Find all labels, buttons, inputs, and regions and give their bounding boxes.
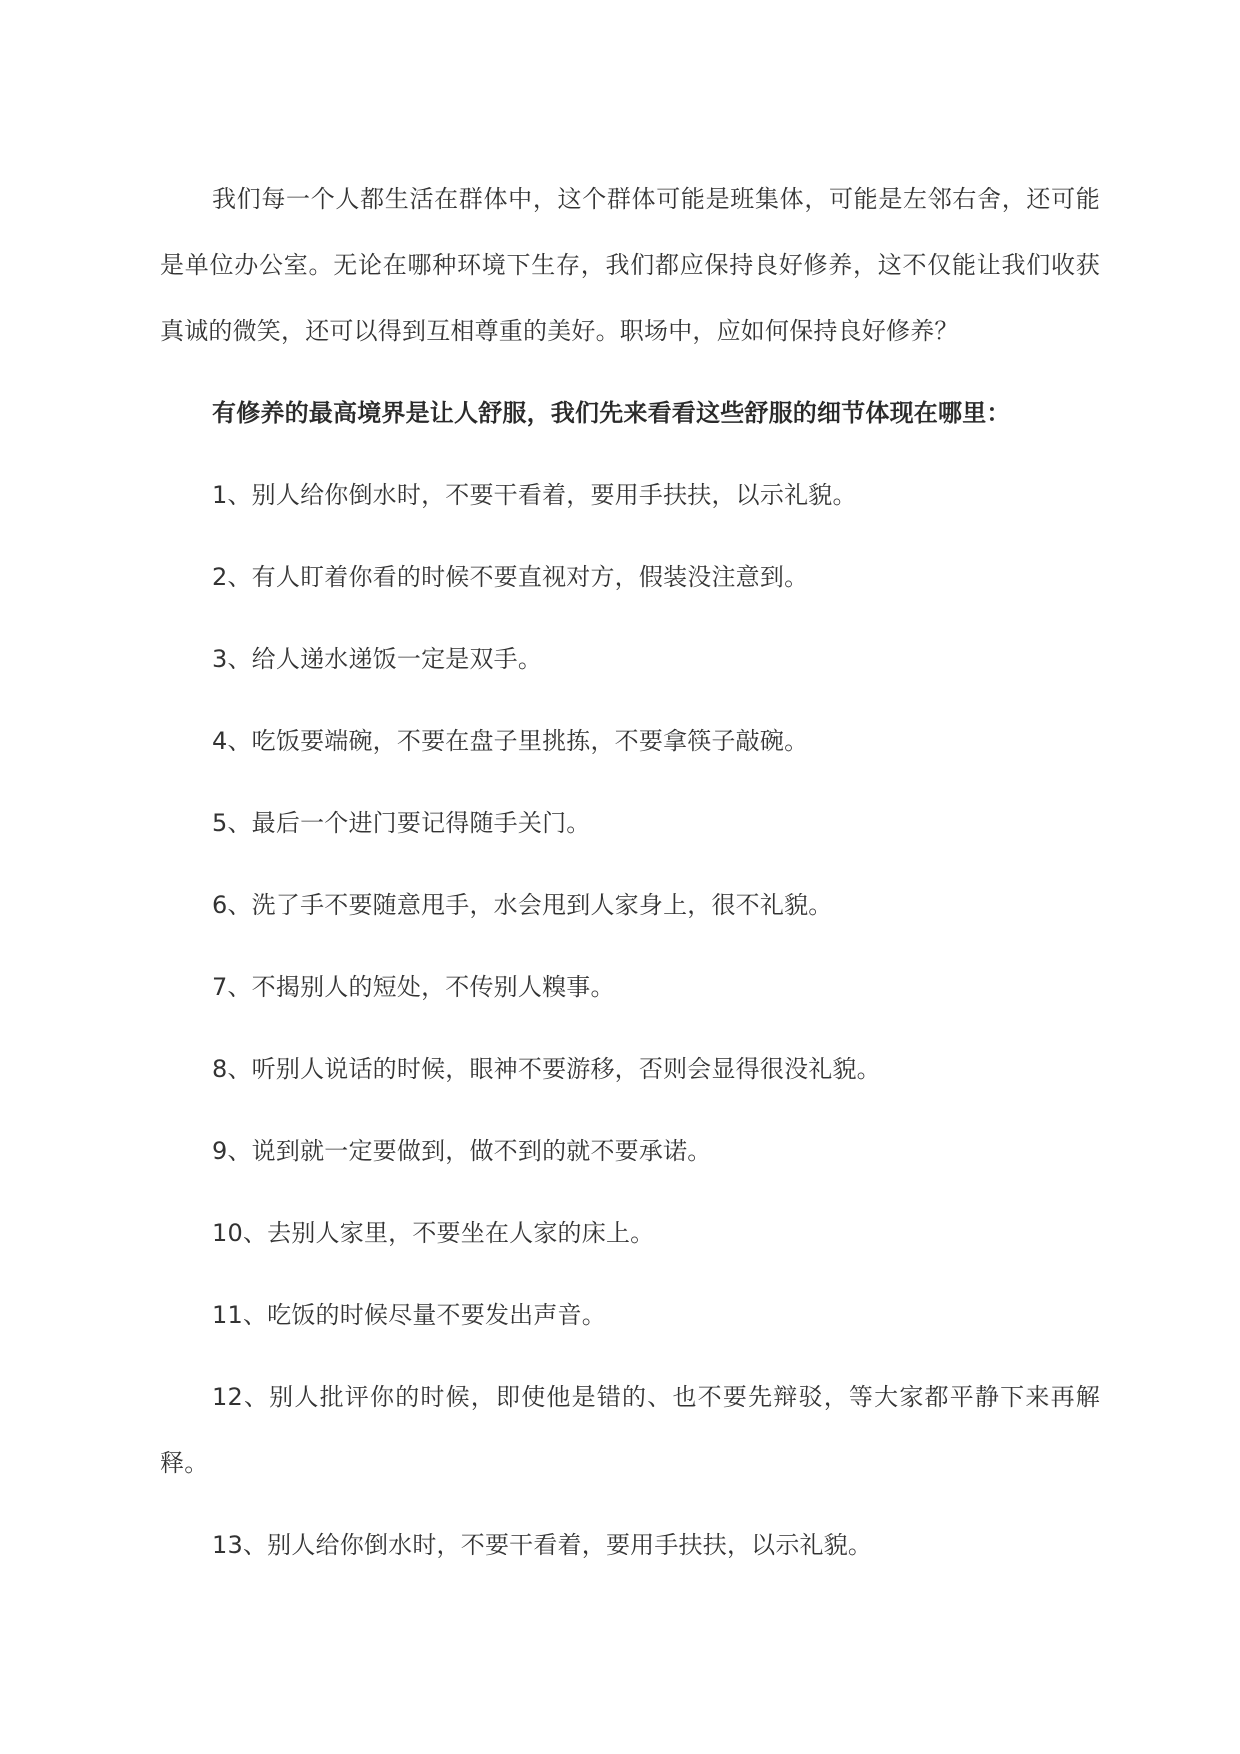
list-item: 9、说到就一定要做到，做不到的就不要承诺。	[212, 1137, 712, 1165]
list-item: 13、别人给你倒水时，不要干看着，要用手扶扶，以示礼貌。	[212, 1531, 873, 1559]
list-item: 12、别人批评你的时候，即使他是错的、也不要先辩驳，等大家都平静下来再解释。	[160, 1383, 1100, 1477]
list-item: 4、吃饭要端碗，不要在盘子里挑拣，不要拿筷子敲碗。	[212, 727, 809, 755]
list-item: 2、有人盯着你看的时候不要直视对方，假装没注意到。	[212, 563, 809, 591]
list-item: 7、不揭别人的短处，不传别人糗事。	[212, 973, 615, 1001]
list-item: 1、别人给你倒水时，不要干看着，要用手扶扶，以示礼貌。	[212, 481, 857, 509]
list-item: 6、洗了手不要随意甩手，水会甩到人家身上，很不礼貌。	[212, 891, 833, 919]
section-heading: 有修养的最高境界是让人舒服，我们先来看看这些舒服的细节体现在哪里：	[212, 399, 1011, 427]
document-body	[160, 166, 1100, 1594]
list-item: 8、听别人说话的时候，眼神不要游移，否则会显得很没礼貌。	[212, 1055, 881, 1083]
list-item: 11、吃饭的时候尽量不要发出声音。	[212, 1301, 606, 1329]
list-item: 10、去别人家里，不要坐在人家的床上。	[212, 1219, 655, 1247]
list-item: 5、最后一个进门要记得随手关门。	[212, 809, 591, 837]
intro-paragraph: 我们每一个人都生活在群体中，这个群体可能是班集体，可能是左邻右舍，还可能是单位办公室。无论在哪种环境下生存，我们都应保持良好修养，这不仅能让我们收获真诚的微笑，还可以得到互相尊重的美好。职场中，应如何保持良好修养？	[160, 185, 1100, 345]
list-item: 3、给人递水递饭一定是双手。	[212, 645, 543, 673]
